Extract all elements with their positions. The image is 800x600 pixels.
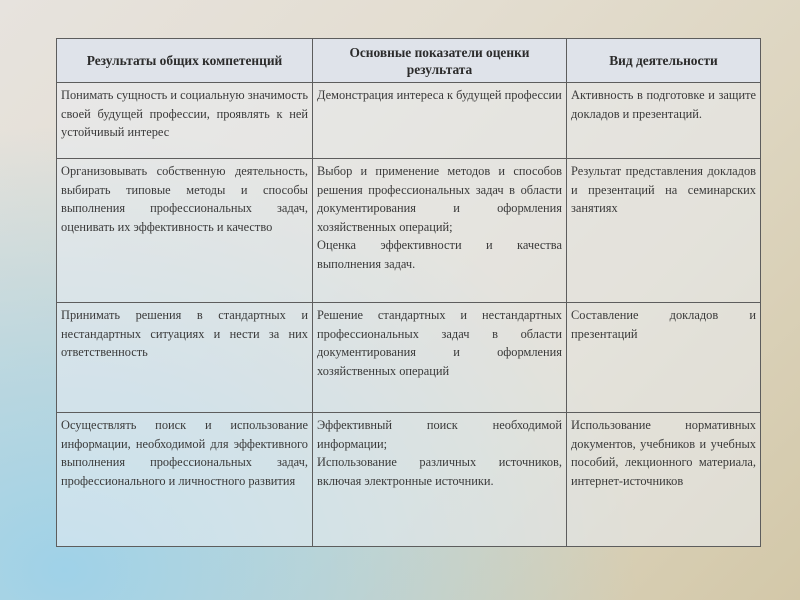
indicator-line: Выбор и применение методов и способов решения профессиональных задач в области документирования и оформления хозяйственных операций; (317, 164, 562, 234)
indicator-line: Использование различных источников, включая электронные источники. (317, 455, 562, 488)
indicators-cell (313, 413, 567, 547)
indicator-line: Эффективный поиск необходимой информации; (317, 418, 562, 451)
table-row (57, 413, 761, 547)
indicators-cell (313, 83, 567, 159)
indicator-line: Решение стандартных и нестандартных профессиональных задач в области документирования и оформления хозяйственных операций (317, 308, 562, 378)
indicator-line: Оценка эффективности и качества выполнения задач. (317, 238, 562, 271)
table-row (57, 83, 761, 159)
competency-cell: Понимать сущность и социальную значимость своей будущей профессии, проявлять к ней устойчивый интерес (57, 83, 313, 159)
table-row (57, 159, 761, 303)
indicators-cell (313, 159, 567, 303)
header-activity-type: Вид деятельности (567, 39, 761, 83)
indicators-cell (313, 303, 567, 413)
activity-cell: Использование нормативных документов, учебников и учебных пособий, лекционного материала, интернет-источников (567, 413, 761, 547)
header-competency-results: Результаты общих компетенций (57, 39, 313, 83)
competency-table (56, 38, 761, 547)
header-assessment-indicators: Основные показатели оценки результата (313, 39, 567, 83)
table-row (57, 303, 761, 413)
table-header-row (57, 39, 761, 83)
competency-cell: Осуществлять поиск и использование информации, необходимой для эффективного выполнения профессиональных задач, профессионального и личностного развития (57, 413, 313, 547)
activity-cell: Составление докладов и презентаций (567, 303, 761, 413)
competency-cell: Принимать решения в стандартных и нестандартных ситуациях и нести за них ответственность (57, 303, 313, 413)
indicator-line: Демонстрация интереса к будущей профессии (317, 88, 562, 102)
activity-cell: Результат представления докладов и презентаций на семинарских занятиях (567, 159, 761, 303)
activity-cell: Активность в подготовке и защите докладов и презентаций. (567, 83, 761, 159)
competency-cell: Организовывать собственную деятельность, выбирать типовые методы и способы выполнения профессиональных задач, оценивать их эффективность и качество (57, 159, 313, 303)
